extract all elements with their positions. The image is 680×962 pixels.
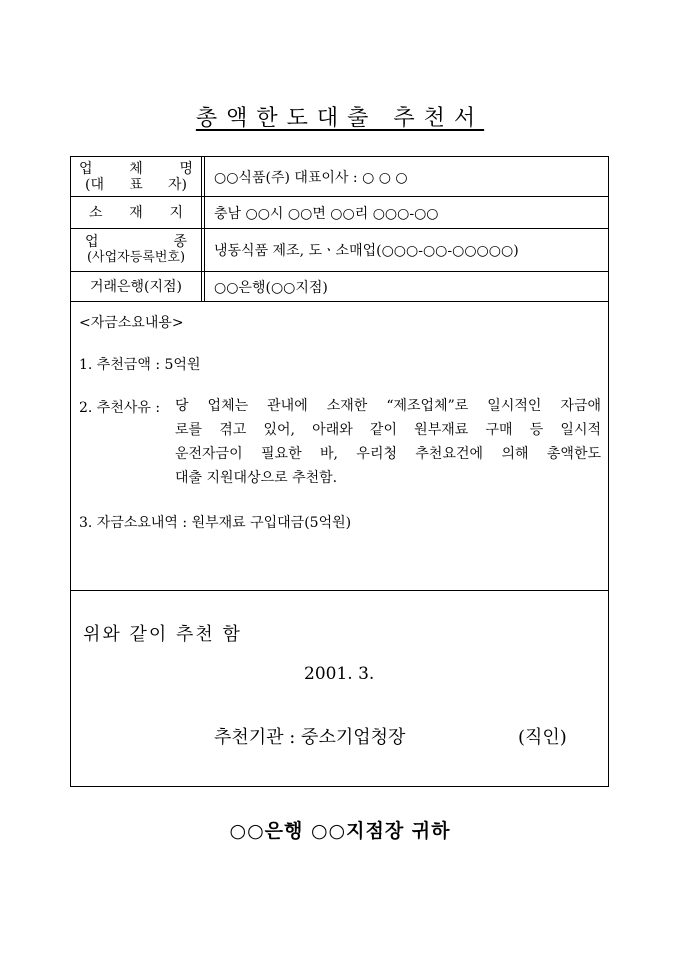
double-rule <box>204 197 205 228</box>
label-char: 종 <box>173 234 187 250</box>
label-char: (대 <box>85 176 104 193</box>
double-rule <box>204 229 205 271</box>
content-heading: <자금소요내용> <box>79 315 184 331</box>
label-char: 체 <box>129 160 143 177</box>
section-fund-content <box>71 302 608 591</box>
item-usage: 3. 자금소요내역 : 원부재료 구입대금(5억원) <box>79 515 352 531</box>
recommendation-form <box>70 156 609 787</box>
label-text: 거래은행(지점) <box>89 278 183 295</box>
label-char: 소 <box>89 204 103 221</box>
document-title: 총액한도대출 추천서 <box>195 106 485 131</box>
label-char: 지 <box>169 204 183 221</box>
label-industry <box>71 229 202 271</box>
row-location <box>71 197 608 229</box>
row-bank <box>71 272 608 302</box>
label-bank <box>71 272 202 301</box>
label-location <box>71 197 202 228</box>
label-char: 표 <box>129 176 143 193</box>
reason-line: 운전자금이 필요한 바, 우리청 추천요건에 의해 총액한도 <box>175 446 601 462</box>
value-bank: ○○은행(○○지점) <box>214 279 328 296</box>
reason-line: 당 업체는 관내에 소재한 “제조업체”로 일시적인 자금애 <box>175 398 601 414</box>
sign-date: 2001. 3. <box>304 664 375 684</box>
label-char: 재 <box>129 204 143 221</box>
double-rule <box>204 272 205 301</box>
recipient: ○○은행 ○○지점장 귀하 <box>229 820 451 842</box>
label-company <box>71 157 202 196</box>
item-reason-text <box>175 394 601 490</box>
label-char: 자) <box>168 176 187 193</box>
reason-line: 로를 겪고 있어, 아래와 같이 원부재료 구매 등 일시적 <box>175 422 601 438</box>
item-amount: 1. 추천금액 : 5억원 <box>79 357 201 373</box>
value-company: ○○식품(주) 대표이사 : ○ ○ ○ <box>214 169 408 186</box>
sign-issuer: 추천기관 : 중소기업청장 <box>214 727 406 748</box>
row-industry <box>71 229 608 272</box>
row-company <box>71 157 608 197</box>
label-char: 업 <box>85 234 99 250</box>
item-reason-label: 2. 추천사유 : <box>79 400 161 416</box>
sign-seal: (직인) <box>518 727 567 748</box>
label-sub: (사업자등록번호) <box>86 250 186 265</box>
reason-line: 대출 지원대상으로 추천함. <box>175 470 338 486</box>
value-industry: 냉동식품 제조, 도ㆍ소매업(○○○-○○-○○○○○) <box>214 243 519 259</box>
value-location: 충남 ○○시 ○○면 ○○리 ○○○-○○ <box>214 205 439 222</box>
double-rule <box>204 157 205 196</box>
label-char: 업 <box>79 160 93 177</box>
label-char: 명 <box>179 160 193 177</box>
sign-statement: 위와 같이 추천 함 <box>83 624 242 645</box>
